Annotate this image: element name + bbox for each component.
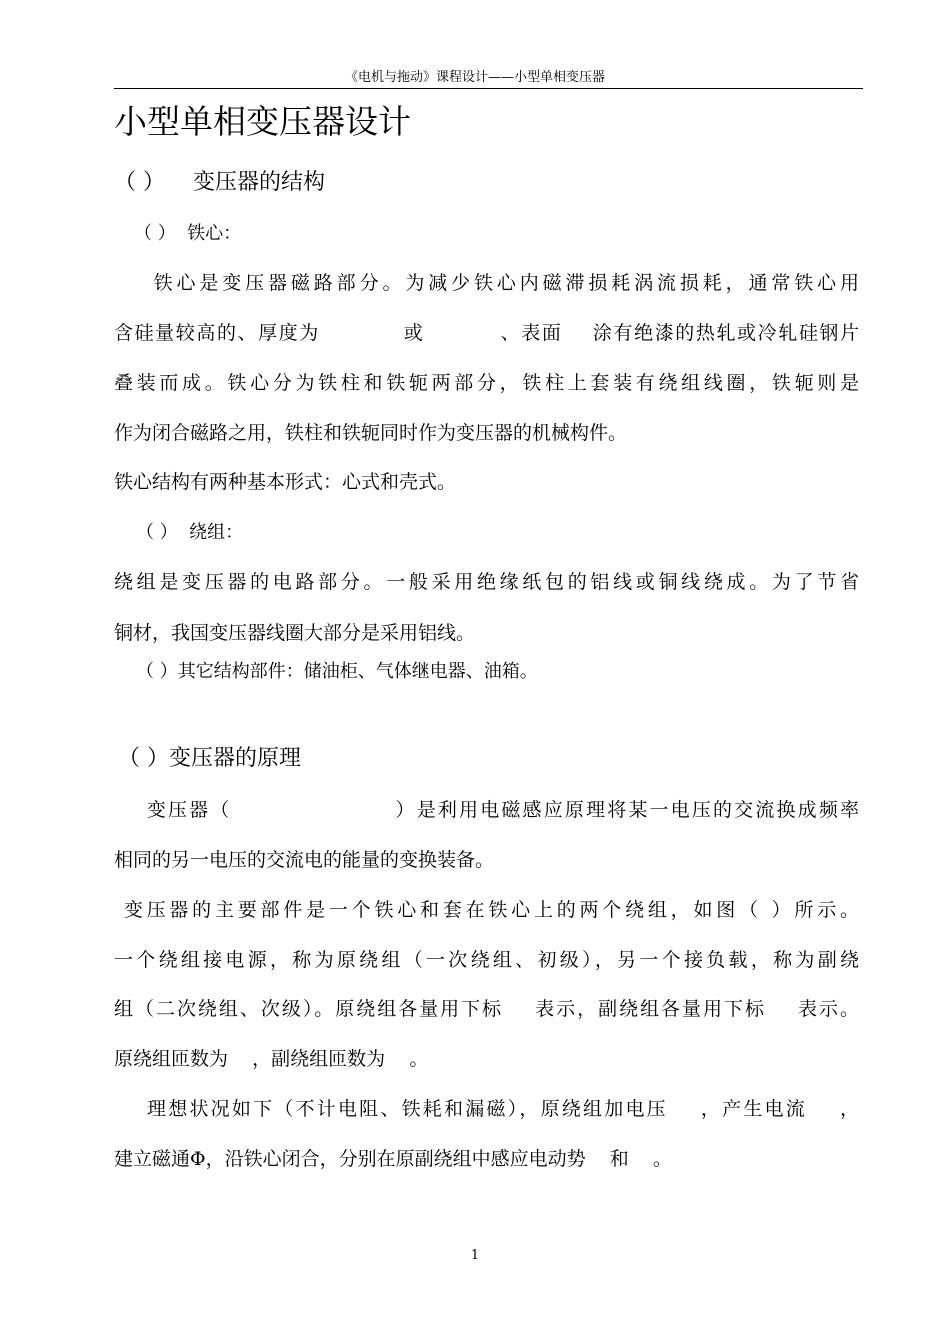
- paragraph-line: 组（二次绕组、次级）。原绕组各量用下标 表示，副绕组各量用下标 表示。: [114, 998, 859, 1020]
- paragraph-line: 含硅量较高的、厚度为 或 、表面 涂有绝漆的热轧或冷轧硅钢片: [114, 322, 859, 344]
- paragraph-line: 叠装而成。铁心分为铁柱和铁轭两部分，铁柱上套装有绕组线圈，铁轭则是: [114, 372, 859, 394]
- paragraph-line: 建立磁通Φ，沿铁心闭合，分别在原副绕组中感应电动势 和 。: [114, 1148, 672, 1170]
- header-rule: [114, 88, 863, 89]
- paragraph-line: 相同的另一电压的交流电的能量的变换装备。: [114, 849, 495, 871]
- page-header: 《电机与拖动》课程设计——小型单相变压器: [344, 70, 605, 85]
- subheading-core: （ ） 铁心：: [134, 223, 242, 244]
- paragraph-line: 铜材，我国变压器线圈大部分是采用铝线。: [114, 622, 476, 644]
- paragraph-line: 绕组是变压器的电路部分。一般采用绝缘纸包的铝线或铜线绕成。为了节省: [114, 571, 859, 593]
- paragraph-line: 变压器（ ）是利用电磁感应原理将某一电压的交流换成频率: [114, 799, 859, 821]
- document-title: 小型单相变压器设计: [114, 102, 411, 141]
- paragraph-line: 铁心是变压器磁路部分。为减少铁心内磁滞损耗涡流损耗，通常铁心用: [114, 272, 859, 294]
- section-heading-structure: （ ） 变压器的结构: [114, 170, 325, 195]
- paragraph-line: 变压器的主要部件是一个铁心和套在铁心上的两个绕组，如图（ ）所示。: [114, 899, 859, 921]
- page-number: 1: [470, 1248, 480, 1263]
- subheading-other-parts: （ ）其它结构部件：储油柜、气体继电器、油箱。: [136, 661, 538, 682]
- paragraph-line: 理想状况如下（不计电阻、铁耗和漏磁），原绕组加电压 ，产生电流 ，: [114, 1098, 859, 1120]
- paragraph-line: 铁心结构有两种基本形式：心式和壳式。: [114, 471, 457, 493]
- paragraph-line: 原绕组匝数为 ，副绕组匝数为 。: [114, 1048, 429, 1070]
- paragraph-line: 一个绕组接电源，称为原绕组（一次绕组、初级），另一个接负载，称为副绕: [114, 949, 859, 971]
- paragraph-line: 作为闭合磁路之用，铁柱和铁轭同时作为变压器的机械构件。: [114, 422, 628, 444]
- subheading-winding: （ ） 绕组：: [136, 522, 244, 543]
- section-heading-principle: （ ）变压器的原理: [118, 746, 301, 771]
